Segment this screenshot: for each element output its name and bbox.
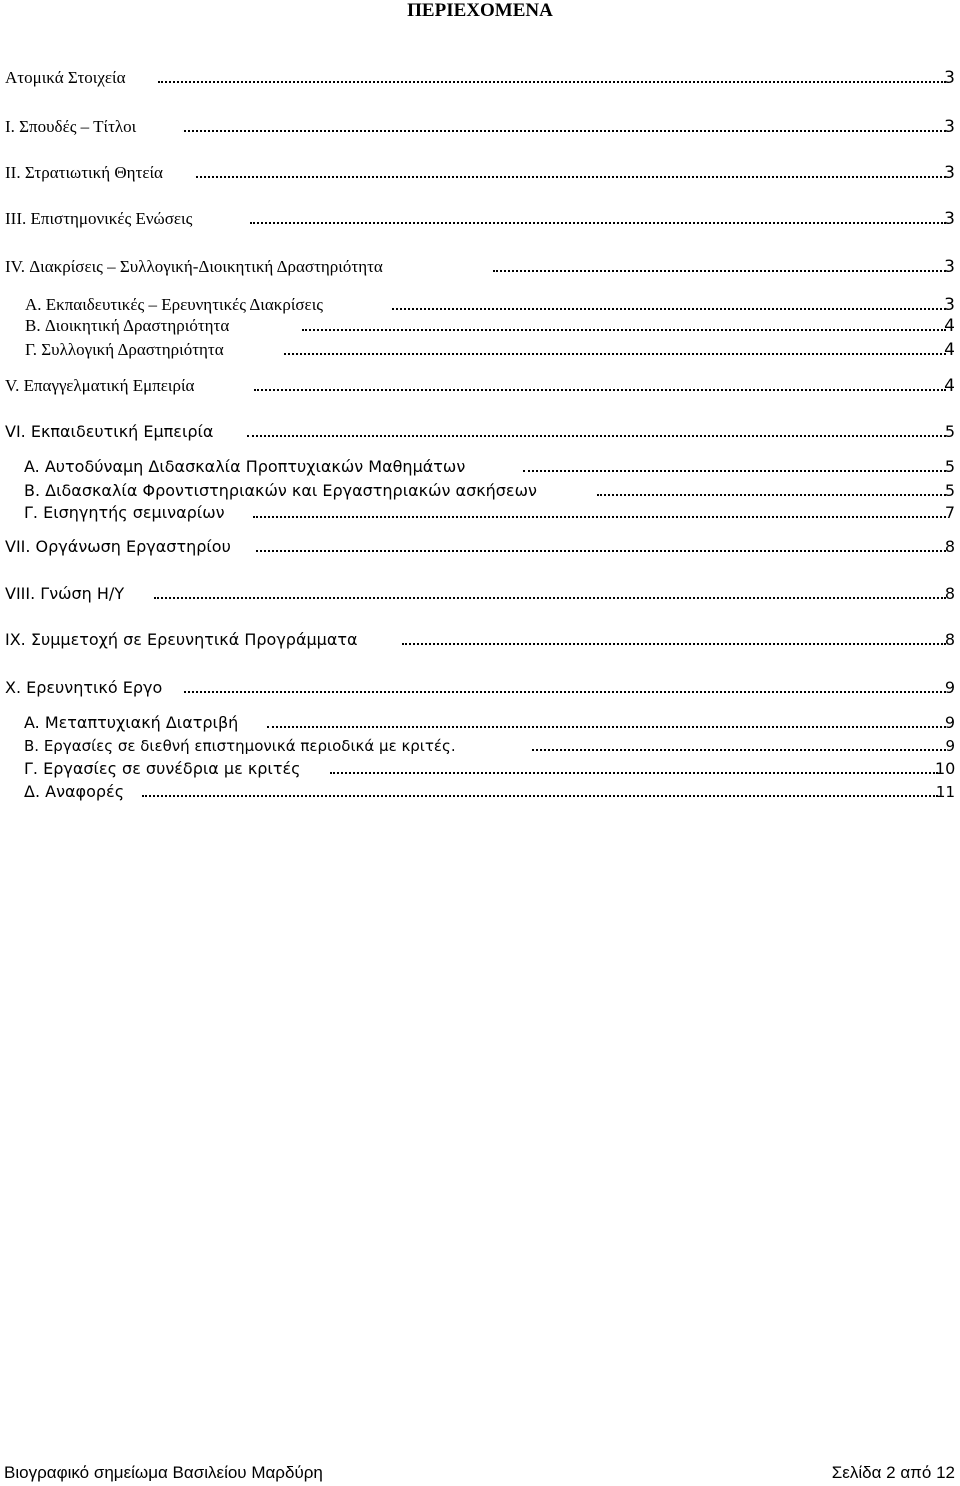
toc-leader	[330, 772, 938, 774]
toc-entry-label: III. Επιστημονικές Ενώσεις	[5, 209, 193, 228]
toc-leader	[196, 176, 946, 178]
toc-entry-label: X. Ερευνητικό Εργο	[5, 678, 163, 697]
toc-leader	[523, 470, 946, 472]
document-title: ΠΕΡΙΕΧΟΜΕΝΑ	[407, 0, 553, 21]
toc-entry-page: 3	[944, 209, 955, 229]
toc-entry-page: 3	[944, 163, 955, 183]
toc-entry-label: Γ. Εισηγητής σεμιναρίων	[24, 503, 225, 522]
toc-leader	[250, 222, 946, 224]
toc-entry-label: Δ. Αναφορές	[24, 782, 125, 801]
toc-entry-label: VII. Οργάνωση Εργαστηρίου	[5, 537, 231, 556]
toc-leader	[254, 389, 946, 391]
toc-entry-label: B. Εργασίες σε διεθνή επιστημονικά περιοδικά με κριτές.	[24, 737, 456, 755]
toc-entry[interactable]	[0, 503, 960, 523]
toc-entry-page: 9	[945, 737, 955, 755]
toc-entry-label: VIII. Γνώση Η/Υ	[5, 584, 125, 603]
toc-entry-page: 10	[935, 759, 956, 778]
toc-leader	[256, 550, 946, 552]
toc-entry-page: 8	[944, 630, 955, 649]
toc-leader	[154, 597, 946, 599]
toc-entry-label: IX. Συμμετοχή σε Ερευνητικά Προγράμματα	[5, 630, 358, 649]
toc-entry-label: A. Αυτοδύναμη Διδασκαλία Προπτυχιακών Μαθημάτων	[24, 457, 466, 476]
toc-entry[interactable]	[0, 457, 960, 477]
toc-leader	[597, 494, 946, 496]
toc-leader	[253, 516, 946, 518]
toc-entry-label: A. Μεταπτυχιακή Διατριβή	[24, 713, 239, 732]
toc-entry-page: 11	[935, 783, 955, 801]
toc-entry-page: 4	[944, 376, 955, 396]
toc-entry[interactable]	[0, 316, 960, 336]
footer-page-number: Σελίδα 2 από 12	[831, 1463, 955, 1482]
toc-entry-page: 3	[944, 117, 955, 137]
toc-entry-label: IV. Διακρίσεις – Συλλογική-Διοικητική Δραστηριότητα	[5, 257, 383, 276]
toc-entry[interactable]	[0, 209, 960, 229]
toc-entry-label: B. Διδασκαλία Φροντιστηριακών και Εργαστηριακών ασκήσεων	[24, 481, 537, 500]
toc-leader	[184, 691, 946, 693]
toc-entry[interactable]	[0, 481, 960, 501]
toc-entry-label: B. Διοικητική Δραστηριότητα	[25, 316, 230, 335]
toc-entry-page: 7	[944, 503, 955, 522]
toc-entry-label: A. Εκπαιδευτικές – Ερευνητικές Διακρίσεις	[25, 295, 323, 314]
toc-leader	[142, 795, 938, 797]
toc-entry-page: 3	[944, 257, 955, 277]
toc-entry-page: 4	[944, 316, 955, 336]
toc-leader	[392, 308, 946, 310]
toc-entry-page: 5	[944, 457, 955, 476]
toc-leader	[184, 130, 946, 132]
toc-leader	[532, 749, 946, 751]
toc-leader	[267, 726, 946, 728]
toc-entry[interactable]	[0, 759, 960, 779]
toc-entry[interactable]	[0, 422, 960, 442]
toc-entry[interactable]	[0, 584, 960, 604]
toc-leader	[302, 329, 946, 331]
toc-entry-page: 4	[944, 340, 955, 360]
toc-leader	[284, 353, 946, 355]
toc-entry-page: 3	[944, 295, 955, 315]
toc-entry[interactable]	[0, 295, 960, 315]
toc-entry-label: V. Επαγγελματική Εμπειρία	[5, 376, 195, 395]
toc-entry-label: Ατομικά Στοιχεία	[5, 68, 126, 87]
toc-entry-label: II. Στρατιωτική Θητεία	[5, 163, 163, 182]
toc-entry[interactable]	[0, 68, 960, 88]
footer-document-name: Βιογραφικό σημείωμα Βασιλείου Μαρδύρη	[4, 1463, 323, 1482]
toc-entry[interactable]	[0, 736, 960, 756]
toc-entry[interactable]	[0, 376, 960, 396]
toc-entry-label: VI. Εκπαιδευτική Εμπειρία	[5, 422, 214, 441]
toc-entry-label: Γ. Εργασίες σε συνέδρια με κριτές	[24, 759, 301, 778]
toc-leader	[158, 81, 946, 83]
toc-leader	[402, 643, 946, 645]
toc-entry-page: 3	[944, 68, 955, 88]
toc-entry[interactable]	[0, 678, 960, 698]
toc-entry[interactable]	[0, 117, 960, 137]
toc-entry-page: 9	[944, 678, 955, 697]
toc-entry[interactable]	[0, 257, 960, 277]
toc-entry-label: Γ. Συλλογική Δραστηριότητα	[25, 340, 224, 359]
toc-entry[interactable]	[0, 537, 960, 557]
toc-entry-label: I. Σπουδές – Τίτλοι	[5, 117, 137, 136]
toc-entry-page: 5	[944, 481, 955, 500]
toc-entry[interactable]	[0, 782, 960, 802]
toc-leader	[247, 435, 946, 437]
toc-entry[interactable]	[0, 340, 960, 360]
toc-leader	[493, 270, 946, 272]
toc-entry-page: 9	[944, 713, 955, 732]
toc-entry-page: 8	[944, 584, 955, 603]
toc-entry[interactable]	[0, 630, 960, 650]
toc-entry-page: 5	[944, 422, 955, 441]
toc-entry[interactable]	[0, 163, 960, 183]
toc-entry-page: 8	[944, 537, 955, 556]
toc-entry[interactable]	[0, 713, 960, 733]
